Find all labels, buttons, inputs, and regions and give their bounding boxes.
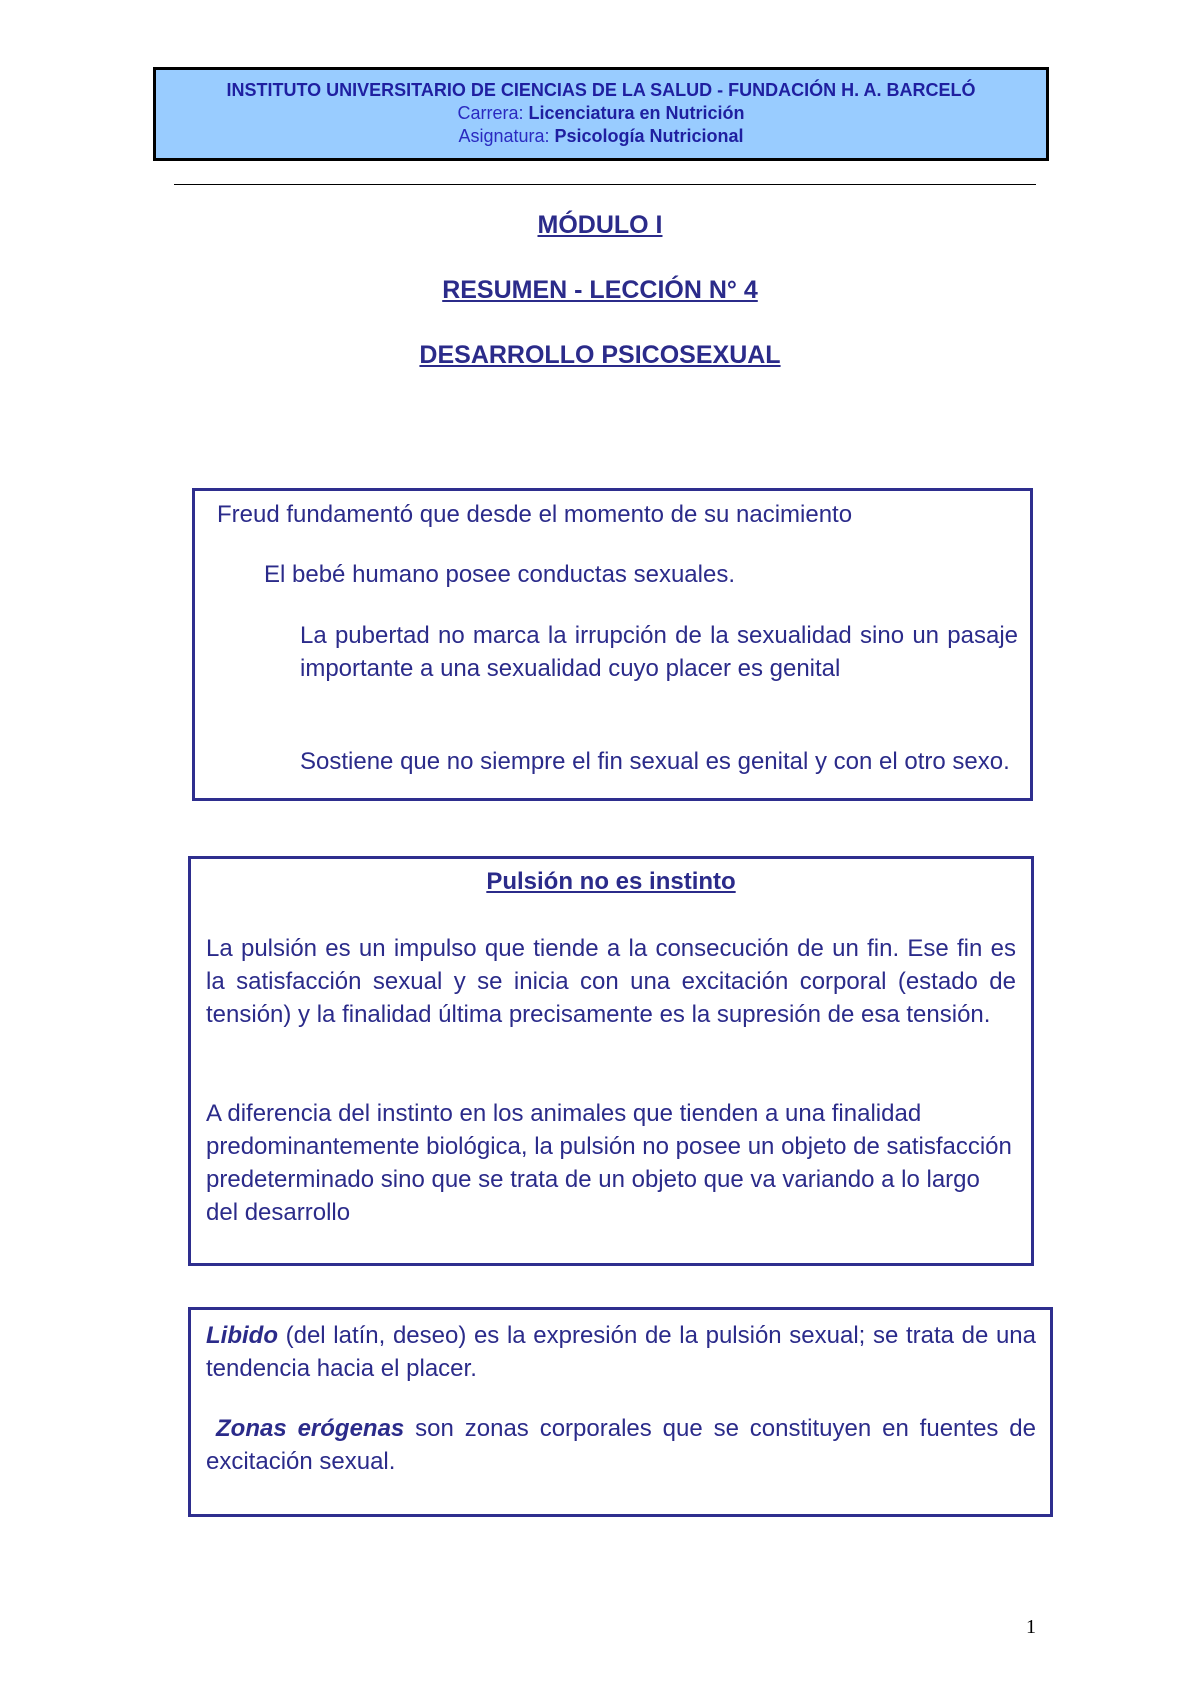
freud-para-puberty: La pubertad no marca la irrupción de la sexualidad sino un pasaje importante a una sexualidad cuyo placer es genital	[300, 622, 1018, 682]
zonas-definition: son zonas corporales que se constituyen en fuentes de excitación sexual.	[206, 1415, 1036, 1475]
libido-para	[206, 1319, 1036, 1385]
module-title: MÓDULO I	[537, 211, 663, 239]
institution-name: INSTITUTO UNIVERSITARIO DE CIENCIAS DE LA SALUD - FUNDACIÓN H. A. BARCELÓ	[226, 80, 976, 100]
page-number: 1	[1026, 1616, 1036, 1638]
career-label: Carrera:	[457, 103, 524, 123]
lesson-title: RESUMEN - LECCIÓN N° 4	[442, 276, 758, 304]
subject-label: Asignatura:	[458, 126, 550, 146]
career-value: Licenciatura en Nutrición	[528, 103, 745, 123]
pulsion-para-2: A diferencia del instinto en los animales que tienden a una finalidad predominantemente biológica, la pulsión no posee un objeto de satisfacción predeterminado sino que se trata de un objeto que va variando a lo largo del desarrollo	[206, 1100, 1012, 1226]
horizontal-divider	[174, 184, 1036, 185]
topic-title: DESARROLLO PSICOSEXUAL	[419, 341, 781, 369]
career-line	[156, 102, 1046, 125]
libido-term: Libido	[206, 1322, 278, 1349]
pulsion-heading: Pulsión no es instinto	[486, 868, 736, 895]
libido-definition: (del latín, deseo) es la expresión de la pulsión sexual; se trata de una tendencia hacia el placer.	[206, 1322, 1036, 1382]
subject-value: Psicología Nutricional	[554, 126, 744, 146]
institution-header	[153, 67, 1049, 161]
freud-para-sexual-aim: Sostiene que no siempre el fin sexual es genital y con el otro sexo.	[300, 748, 1010, 775]
zonas-term: Zonas erógenas	[216, 1415, 405, 1442]
freud-line-1: Freud fundamentó que desde el momento de su nacimiento	[217, 501, 853, 528]
pulsion-para-1: La pulsión es un impulso que tiende a la consecución de un fin. Ese fin es la satisfacción sexual y se inicia con una excitación corporal (estado de tensión) y la finalidad última precisamente es la supresión de esa tensión.	[206, 935, 1016, 1028]
freud-line-2: El bebé humano posee conductas sexuales.	[264, 561, 735, 588]
zonas-para	[206, 1412, 1036, 1478]
subject-line	[156, 125, 1046, 148]
